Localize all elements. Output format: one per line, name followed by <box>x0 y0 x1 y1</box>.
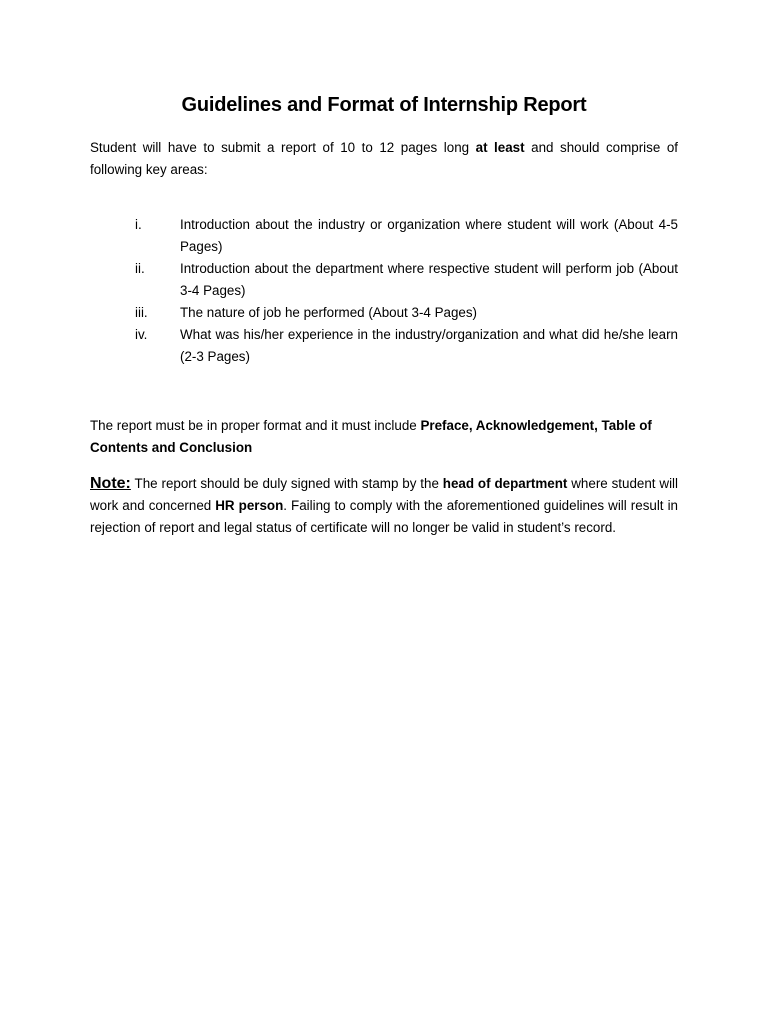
list-item-number: iii. <box>135 305 148 320</box>
key-areas-list <box>90 214 678 368</box>
intro-text-2: and should comprise of following key areas: <box>90 140 678 177</box>
note-text-1: The report should be duly signed with stamp by the <box>130 476 443 491</box>
note-paragraph <box>90 473 678 539</box>
list-item-number: iv. <box>135 327 148 342</box>
list-item-number: ii. <box>135 261 145 276</box>
format-paragraph <box>90 415 678 459</box>
note-text-2: where student will work and concerned <box>90 476 679 513</box>
intro-bold-at-least: at least <box>475 140 525 155</box>
intro-paragraph <box>90 137 678 181</box>
list-item-text: What was his/her experience in the industry/organization and what did he/she learn (2-3 Pages) <box>180 327 678 364</box>
list-item <box>90 302 678 324</box>
list-item <box>90 324 678 368</box>
format-text-1: The report must be in proper format and it must include <box>90 418 421 433</box>
list-item-text: Introduction about the department where respective student will perform job (About 3-4 Pages) <box>180 261 678 298</box>
note-bold-head-of-department: head of department <box>442 476 568 491</box>
document-title: Guidelines and Format of Internship Report <box>181 94 587 116</box>
format-bold-sections: Preface, Acknowledgement, Table of Contents and Conclusion <box>90 418 652 455</box>
list-item <box>90 214 678 258</box>
note-text-3: . Failing to comply with the aforementioned guidelines will result in rejection of report and legal status of certificate will no longer be valid in student’s record. <box>90 498 678 535</box>
list-item-text: Introduction about the industry or organization where student will work (About 4-5 Pages) <box>180 217 678 254</box>
note-bold-hr-person: HR person <box>215 498 284 513</box>
intro-text-1: Student will have to submit a report of 10 to 12 pages long <box>90 140 476 155</box>
list-item-text: The nature of job he performed (About 3-4 Pages) <box>180 305 478 320</box>
list-item <box>90 258 678 302</box>
note-label: Note: <box>90 475 131 492</box>
list-item-number: i. <box>135 217 142 232</box>
